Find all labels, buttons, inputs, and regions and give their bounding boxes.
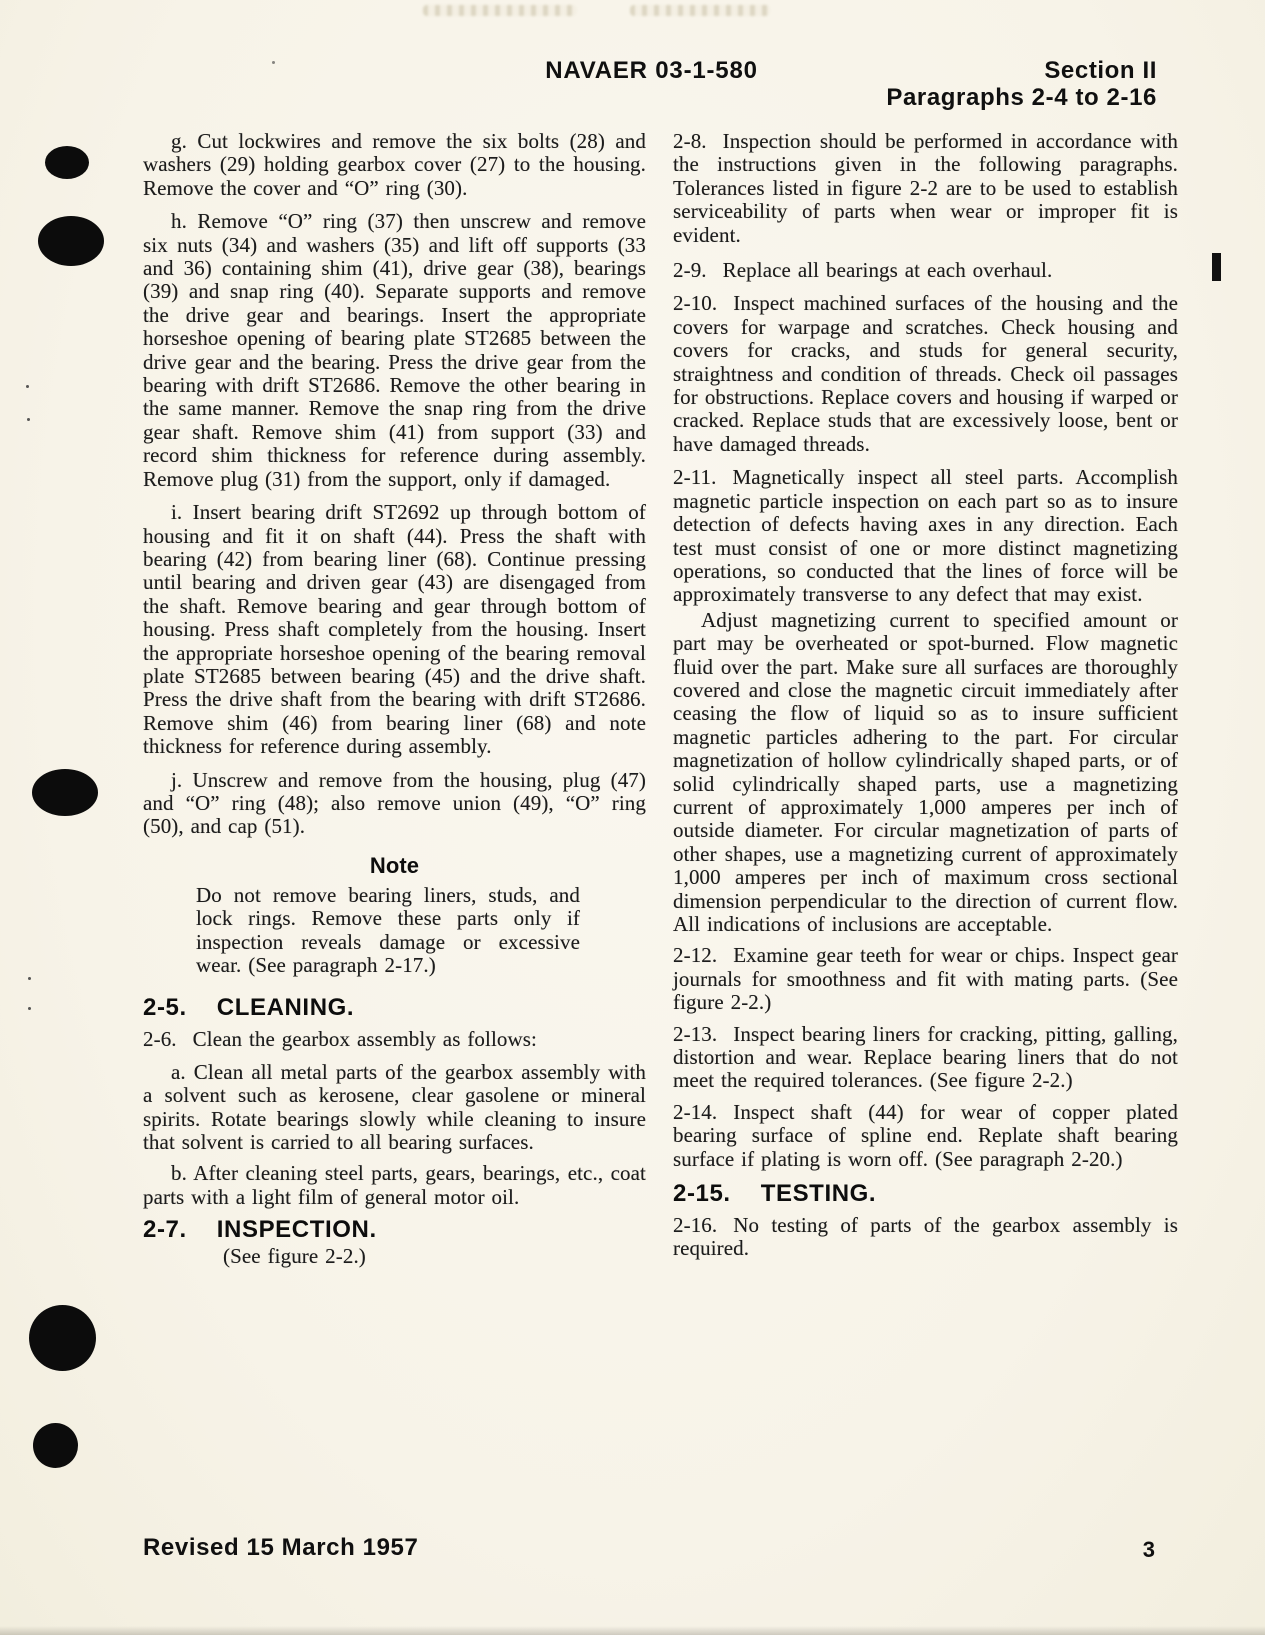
left-column <box>143 122 646 1269</box>
paragraph-2-8 <box>673 130 1178 247</box>
punch-hole <box>33 1423 78 1468</box>
ink-speck <box>28 977 31 980</box>
paragraph-number: 2-12. <box>673 943 718 968</box>
paragraph-number: 2-8. <box>673 129 707 153</box>
paragraph-text: Replace all bearings at each overhaul. <box>722 258 1053 283</box>
punch-hole <box>32 769 98 816</box>
heading-title: INSPECTION. <box>216 1216 377 1244</box>
heading-2-7 <box>143 1217 646 1243</box>
scan-edge <box>0 1626 1265 1635</box>
paragraph-2-14 <box>673 1101 1178 1171</box>
paragraph-2-13 <box>673 1023 1178 1093</box>
paragraph-number: 2-9. <box>673 258 707 283</box>
paragraph-text: No testing of parts of the gearbox assembly is required. <box>673 1213 1178 1261</box>
paragraph-text: Inspection should be performed in accordance with the instructions given in the following paragraphs. Tolerances listed in figure 2-2 are to be used to establish serviceability of parts when wear or improper fit is evident. <box>673 129 1178 247</box>
punch-hole <box>38 216 104 266</box>
paragraph-2-11 <box>673 466 1178 606</box>
paragraph-adjust-magnetizing: Adjust magnetizing current to specified amount or part may be overheated or spot-burned. Flow magnetic fluid over the part. Make sure all surfaces are thoroughly covered and close the magnetic circuit immediately after ceasing the flow of liquid so as to insure sufficient magnetic particles adhering to the part. For circular magnetization of hollow cylindrically shaped parts, or of solid cylindrically shaped parts, use a magnetizing current of approximately 1,000 amperes per inch of outside diameter. For circular magnetization of parts of other shapes, use a magnetizing current of approximately 1,000 amperes per inch of maximum cross sectional dimension perpendicular to the direction of current flow. All indications of inclusions are acceptable. <box>673 607 1178 936</box>
paragraph-i: i. Insert bearing drift ST2692 up through bottom of housing and fit it on shaft (44). Press the shaft with bearing (42) from bearing liner (68). Continue pressing until bearing and driven gear (43) are disengaged from the shaft. Remove bearing and gear through bottom of housing. Press shaft completely from the housing. Insert the appropriate horseshoe opening of the bearing removal plate ST2685 between bearing (45) and the drive shaft. Press the drive shaft from the bearing with drift ST2686. Remove shim (46) from bearing liner (68) and note thickness for reference during assembly. <box>143 500 646 759</box>
ink-speck <box>28 1007 31 1010</box>
paragraph-range: Paragraphs 2-4 to 2-16 <box>886 84 1157 111</box>
heading-2-15 <box>673 1181 1178 1207</box>
paragraph-text: Inspect shaft (44) for wear of copper plated bearing surface of spline end. Replate shaft bearing surface if plating is worn off. (See paragraph 2-20.) <box>673 1099 1178 1171</box>
right-column <box>673 122 1178 1261</box>
figure-reference: (See figure 2-2.) <box>223 1244 366 1269</box>
paragraph-number: 2-16. <box>673 1213 718 1238</box>
ink-speck <box>26 385 29 388</box>
punch-hole <box>29 1305 96 1371</box>
paragraph-j: j. Unscrew and remove from the housing, plug (47) and “O” ring (48); also remove union (49), “O” ring (50), and cap (51). <box>143 767 646 839</box>
paragraph-b: b. After cleaning steel parts, gears, bearings, etc., coat parts with a light film of general motor oil. <box>143 1161 646 1209</box>
paragraph-2-12 <box>673 944 1178 1014</box>
heading-number: 2-15. <box>673 1180 731 1208</box>
paragraph-number: 2-6. <box>143 1027 177 1052</box>
paragraph-g: g. Cut lockwires and remove the six bolts (28) and washers (29) holding gearbox cover (27) to the housing. Remove the cover and “O” ring (30). <box>143 129 646 200</box>
paragraph-number: 2-14. <box>673 1099 718 1124</box>
section-title: Section II <box>1044 57 1157 84</box>
scan-artifact <box>630 5 770 16</box>
paragraph-2-9 <box>673 259 1178 282</box>
paragraph-2-6 <box>143 1028 646 1051</box>
heading-number: 2-7. <box>143 1216 187 1244</box>
paragraph-text: Clean the gearbox assembly as follows: <box>192 1027 537 1052</box>
note-body: Do not remove bearing liners, studs, and lock rings. Remove these parts only if inspection reveals damage or excessive wear. (See paragraph 2-17.) <box>196 882 580 977</box>
punch-hole <box>45 146 89 179</box>
paragraph-text: Examine gear teeth for wear or chips. Inspect gear journals for smoothness and fit with mating parts. (See figure 2-2.) <box>673 943 1178 1015</box>
heading-title: CLEANING. <box>216 994 355 1022</box>
revision-change-bar <box>1212 253 1221 281</box>
paragraph-2-16 <box>673 1214 1178 1261</box>
paragraph-text: Inspect machined surfaces of the housing and the covers for warpage and scratches. Check housing and covers for cracks, and studs for general security, straightness and condition of threads. Check oil passages for obstructions. Replace covers and housing if warped or cracked. Replace studs that are excessively loose, bent or have damaged threads. <box>673 291 1178 456</box>
heading-number: 2-5. <box>143 994 187 1022</box>
page-number: 3 <box>1142 1537 1155 1562</box>
note-heading: Note <box>369 852 420 878</box>
paragraph-number: 2-10. <box>673 291 718 316</box>
paragraph-2-10 <box>673 292 1178 456</box>
heading-title: TESTING. <box>760 1180 877 1208</box>
ink-speck <box>27 418 30 421</box>
paragraph-a: a. Clean all metal parts of the gearbox assembly with a solvent such as kerosene, clear gasolene or mineral spirits. Rotate bearings slowly while cleaning to insure that solvent is carried to all bearing surfaces. <box>143 1059 646 1155</box>
paragraph-number: 2-13. <box>673 1021 718 1046</box>
document-number: NAVAER 03-1-580 <box>545 57 758 84</box>
paragraph-h: h. Remove “O” ring (37) then unscrew and remove six nuts (34) and washers (35) and lift off supports (33 and 36) containing shim (41), drive gear (38), bearings (39) and snap ring (40). Separate supports and remove the drive gear and bearings. Insert the appropriate horseshoe opening of bearing plate ST2685 between the drive gear and the bearing. Press the drive gear from the bearing with drift ST2686. Remove the other bearing in the same manner. Remove the snap ring from the drive gear shaft. Remove shim (41) from support (33) and record shim thickness for reference during assembly. Remove plug (31) from the support, only if damaged. <box>143 209 646 491</box>
paragraph-text: Inspect bearing liners for cracking, pitting, galling, distortion and wear. Replace bearing liners that do not meet the required tolerances. (See figure 2-2.) <box>673 1021 1178 1093</box>
heading-2-5 <box>143 995 646 1021</box>
paragraph-number: 2-11. <box>673 465 717 490</box>
scan-artifact <box>423 5 577 16</box>
paragraph-text: Magnetically inspect all steel parts. Accomplish magnetic particle inspection on each part so as to insure detection of defects having axes in any direction. Each test must consist of one or more distinct magnetizing operations, so conducted that the lines of force will be approximately transverse to any defect that may exist. <box>673 465 1178 607</box>
header-right <box>886 57 1157 111</box>
revision-date: Revised 15 March 1957 <box>143 1534 419 1561</box>
